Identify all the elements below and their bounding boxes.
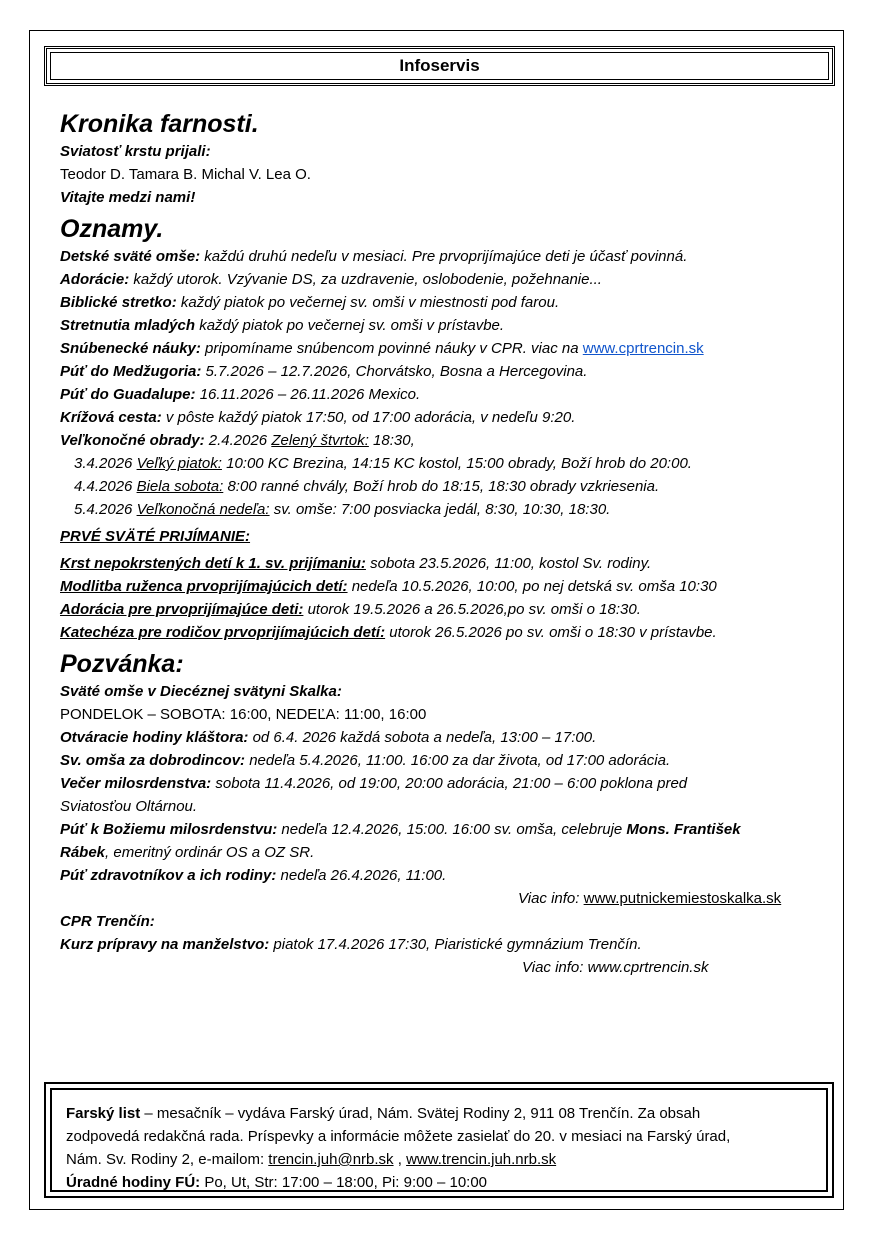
prve-label: Krst nepokrstených detí k 1. sv. prijímaniu: <box>60 555 366 572</box>
footer-text-1: – mesačník – vydáva Farský úrad, Nám. Svätej Rodiny 2, 911 08 Trenčín. Za obsah <box>140 1105 701 1122</box>
velkonocne-day: Veľkonočná nedeľa: <box>136 501 270 518</box>
velkonocne-text: 18:30, <box>368 432 415 449</box>
kurz-label: Kurz prípravy na manželstvo: <box>60 936 270 953</box>
viac-info-label: Viac info: <box>518 890 584 907</box>
oznam-text: 16.11.2026 – 26.11.2026 Mexico. <box>195 386 421 403</box>
footer-box <box>44 1082 834 1198</box>
footer-line-2: zodpovedá redakčná rada. Príspevky a informácie môžete zasielať do 20. v mesiaci na Farský úrad, <box>66 1128 731 1145</box>
oznam-item <box>60 268 835 291</box>
oznam-text: pripomíname snúbencom povinné náuky v CPR. viac na <box>200 340 583 357</box>
footer-inner <box>50 1088 828 1192</box>
velkonocne-row <box>60 475 835 498</box>
kurz-item <box>60 933 835 956</box>
oznam-label: Detské sväté omše: <box>60 248 201 265</box>
oznam-label: Biblické stretko: <box>60 294 177 311</box>
oznam-text: 5.7.2026 – 12.7.2026, Chorvátsko, Bosna a Hercegovina. <box>201 363 588 380</box>
velkonocne-row <box>60 452 835 475</box>
prve-text: nedeľa 10.5.2026, 10:00, po nej detská sv. omša 10:30 <box>347 578 717 595</box>
welcome-text: Vitajte medzi nami! <box>60 189 196 206</box>
pozvanka-heading: Pozvánka: <box>60 650 184 678</box>
velkonocne-day: Veľký piatok: <box>136 455 222 472</box>
prve-item <box>60 598 835 621</box>
footer-email-link[interactable]: trencin.juh@nrb.sk <box>268 1151 394 1168</box>
velkonocne-date: 3.4.2026 <box>74 455 137 472</box>
put-item-cont <box>60 841 835 864</box>
oznam-item <box>60 360 835 383</box>
oznam-text: každú druhú nedeľu v mesiaci. Pre prvoprijímajúce deti je účasť povinná. <box>200 248 688 265</box>
prve-prijimanie-heading: PRVÉ SVÄTÉ PRIJÍMANIE: <box>60 528 251 545</box>
oznam-label: Stretnutia mladých <box>60 317 196 334</box>
header-box <box>44 46 835 86</box>
velkonocne-text: sv. omše: 7:00 posviacka jedál, 8:30, 10:30, 18:30. <box>269 501 611 518</box>
prve-label: Adorácia pre prvoprijímajúce deti: <box>60 601 304 618</box>
otvaracie-label: Otváracie hodiny kláštora: <box>60 729 249 746</box>
kurz-text: piatok 17.4.2026 17:30, Piaristické gymnázium Trenčín. <box>269 936 642 953</box>
krst-label: Sviatosť krstu prijali: <box>60 143 211 160</box>
velkonocne-item <box>60 429 835 452</box>
footer-separator: , <box>393 1151 407 1168</box>
oznamy-heading: Oznamy. <box>60 215 164 243</box>
put-text2: , emeritný ordinár OS a OZ SR. <box>105 844 315 861</box>
skalka-link[interactable]: www.putnickemiestoskalka.sk <box>583 890 782 907</box>
put-item <box>60 818 835 841</box>
vecer-text: sobota 11.4.2026, od 19:00, 20:00 adorácia, 21:00 – 6:00 poklona pred <box>211 775 688 792</box>
oznam-text: každý utorok. Vzývanie DS, za uzdravenie, oslobodenie, požehnanie... <box>129 271 602 288</box>
velkonocne-text: 10:00 KC Brezina, 14:15 KC kostol, 15:00 obrady, Boží hrob do 20:00. <box>221 455 692 472</box>
cpr-label: CPR Trenčín: <box>60 913 155 930</box>
oznam-text: v pôste každý piatok 17:50, od 17:00 adorácia, v nedeľu 9:20. <box>161 409 576 426</box>
dobrodinci-text: nedeľa 5.4.2026, 11:00. 16:00 za dar života, od 17:00 adorácia. <box>245 752 671 769</box>
footer-line-4 <box>66 1171 812 1194</box>
dobrodinci-item <box>60 749 835 772</box>
office-hours-text: Po, Ut, Str: 17:00 – 18:00, Pi: 9:00 – 10:00 <box>200 1174 488 1191</box>
oznam-item <box>60 406 835 429</box>
prve-text: sobota 23.5.2026, 11:00, kostol Sv. rodiny. <box>365 555 652 572</box>
put-label: Púť k Božiemu milosrdenstvu: <box>60 821 278 838</box>
oznam-item <box>60 337 835 360</box>
footer-line-3 <box>66 1148 812 1171</box>
velkonocne-day: Zelený štvrtok: <box>271 432 369 449</box>
header-title: Infoservis <box>399 56 480 75</box>
velkonocne-date: 2.4.2026 <box>204 432 272 449</box>
prve-item <box>60 621 835 644</box>
prve-item <box>60 552 835 575</box>
oznam-label: Adorácie: <box>60 271 130 288</box>
oznam-item <box>60 245 835 268</box>
otvaracie-item <box>60 726 835 749</box>
footer-list-label: Farský list <box>66 1105 141 1122</box>
put-celebrant: Mons. František <box>626 821 741 838</box>
zdrav-label: Púť zdravotníkov a ich rodiny: <box>60 867 277 884</box>
cpr-link[interactable]: www.cprtrencin.sk <box>582 340 704 357</box>
dobrodinci-label: Sv. omša za dobrodincov: <box>60 752 246 769</box>
put-text: nedeľa 12.4.2026, 15:00. 16:00 sv. omša, celebruje <box>277 821 627 838</box>
footer-text-3: Nám. Sv. Rodiny 2, e-mailom: <box>66 1151 269 1168</box>
skalka-label: Sväté omše v Diecéznej svätyni Skalka: <box>60 683 342 700</box>
oznam-item <box>60 383 835 406</box>
kronika-heading: Kronika farnosti. <box>60 110 259 138</box>
prve-text: utorok 19.5.2026 a 26.5.2026,po sv. omši o 18:30. <box>303 601 641 618</box>
skalka-times: PONDELOK – SOBOTA: 16:00, NEDEĽA: 11:00, 16:00 <box>60 706 427 723</box>
zdrav-text: nedeľa 26.4.2026, 11:00. <box>276 867 447 884</box>
oznam-label: Púť do Medžugoria: <box>60 363 202 380</box>
velkonocne-day: Biela sobota: <box>136 478 224 495</box>
main-content <box>60 108 835 979</box>
oznam-label: Krížová cesta: <box>60 409 162 426</box>
oznam-text: každý piatok po večernej sv. omši v prístavbe. <box>195 317 505 334</box>
viac-info-cpr: Viac info: www.cprtrencin.sk <box>522 959 709 976</box>
otvaracie-text: od 6.4. 2026 každá sobota a nedeľa, 13:00 – 17:00. <box>248 729 597 746</box>
office-hours-label: Úradné hodiny FÚ: <box>66 1174 201 1191</box>
put-celebrant-surname: Rábek <box>60 844 106 861</box>
footer-web-link[interactable]: www.trencin.juh.nrb.sk <box>406 1151 557 1168</box>
vecer-label: Večer milosrdenstva: <box>60 775 212 792</box>
velkonocne-date: 5.4.2026 <box>74 501 137 518</box>
oznam-item <box>60 314 835 337</box>
velkonocne-row <box>60 498 835 521</box>
oznam-label: Púť do Guadalupe: <box>60 386 196 403</box>
velkonocne-date: 4.4.2026 <box>74 478 137 495</box>
zdrav-item <box>60 864 835 887</box>
vecer-item-cont: Sviatosťou Oltárnou. <box>60 798 198 815</box>
velkonocne-label: Veľkonočné obrady: <box>60 432 205 449</box>
prve-label: Katechéza pre rodičov prvoprijímajúcich detí: <box>60 624 386 641</box>
oznam-item <box>60 291 835 314</box>
velkonocne-text: 8:00 ranné chvály, Boží hrob do 18:15, 18:30 obrady vzkriesenia. <box>223 478 660 495</box>
footer-line-1 <box>66 1102 812 1125</box>
prve-text: utorok 26.5.2026 po sv. omši o 18:30 v prístavbe. <box>385 624 717 641</box>
prve-item <box>60 575 835 598</box>
viac-info-skalka <box>60 887 835 910</box>
oznam-label: Snúbenecké náuky: <box>60 340 201 357</box>
oznam-text: každý piatok po večernej sv. omši v miestnosti pod farou. <box>176 294 560 311</box>
baptized-names: Teodor D. Tamara B. Michal V. Lea O. <box>60 166 311 183</box>
vecer-item <box>60 772 835 795</box>
prve-label: Modlitba ruženca prvoprijímajúcich detí: <box>60 578 348 595</box>
